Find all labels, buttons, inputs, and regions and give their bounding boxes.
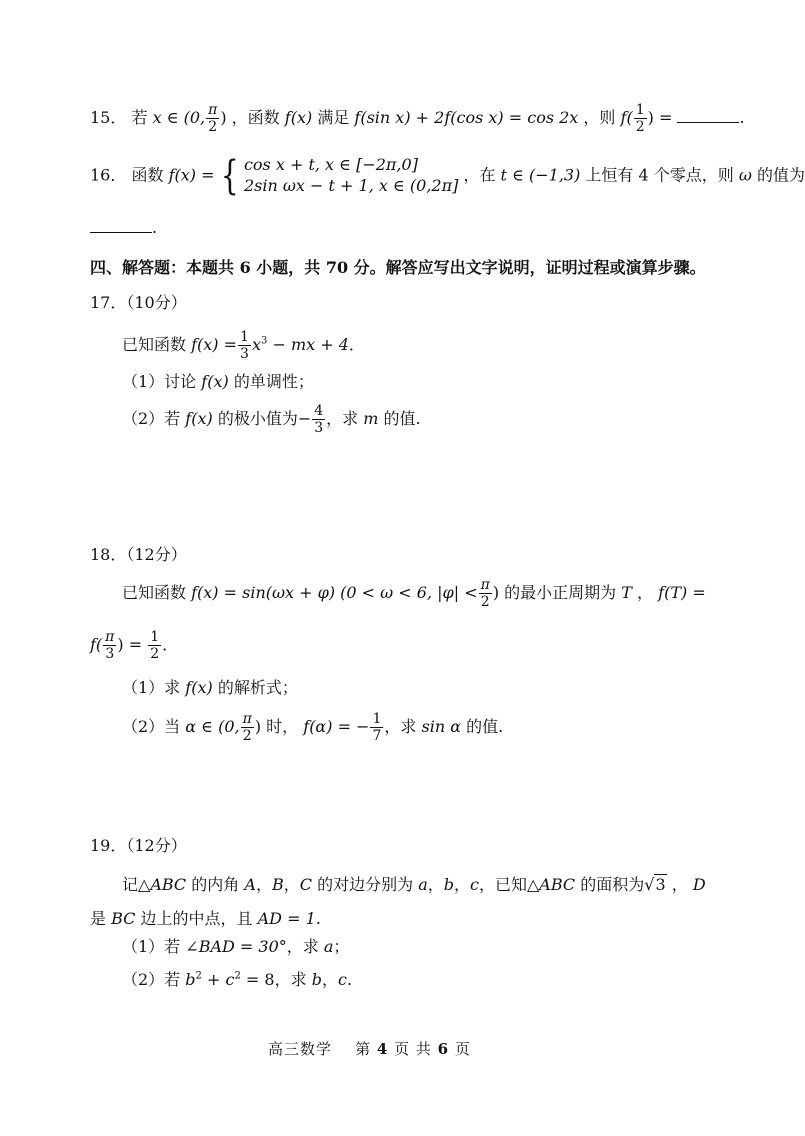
footer-subject: 高三数学 bbox=[268, 1040, 333, 1058]
question-number: 16． bbox=[90, 165, 127, 185]
fraction: $\frac{\pi}{3}$ bbox=[105, 629, 115, 662]
question-19-stem-cont: 是 BC 边上的中点，且 AD = 1. bbox=[90, 909, 321, 928]
fraction: $\frac{1}{2}$ bbox=[150, 629, 160, 662]
section-header: 四、解答题：本题共 6 小题，共 70 分。解答应写出文字说明，证明过程或演算步骤。 bbox=[90, 258, 706, 277]
left-brace: { bbox=[220, 152, 239, 199]
total-page-number: 6 bbox=[437, 1040, 450, 1058]
question-17-part-2: （2）若 f(x) 的极小值为− $\frac{4}{3}$ ，求 m 的值. bbox=[122, 403, 421, 436]
question-19-part-2: （2）若 $b^2 + c^2 = 8$，求 b，c. bbox=[122, 970, 353, 989]
fraction: $\frac{4}{3}$ bbox=[314, 403, 324, 436]
fraction: $\frac{1}{3}$ bbox=[240, 329, 249, 362]
page-footer: 高三数学 第 4 页 共 6 页 bbox=[268, 1040, 471, 1058]
question-18-part-1: （1）求 f(x) 的解析式； bbox=[122, 678, 298, 697]
question-18-header: 18．（12分） bbox=[90, 545, 187, 564]
answer-blank bbox=[677, 122, 739, 123]
question-15: 15． 若 x ∈ (0, $\frac{\pi}{2}$ ) ，函数 f(x) 满足 f(sin x) + 2f(cos x) = cos 2x ，则 f( $\frac{1}{2}$ ) = . bbox=[90, 102, 745, 135]
fraction: $\frac{1}{7}$ bbox=[372, 711, 382, 744]
question-19-header: 19．（12分） bbox=[90, 836, 187, 855]
question-17-stem: 已知函数 f(x) = $\frac{1}{3}$ $x^3$ − mx + 4． bbox=[122, 329, 365, 362]
fraction: $\frac{\pi}{2}$ bbox=[480, 577, 490, 610]
question-19-part-1: （1）若 ∠BAD = 30°，求 a； bbox=[122, 937, 350, 956]
question-19-stem: 记△ABC 的内角 A，B，C 的对边分别为 a，b，c，已知△ABC 的面积为√3 ， D bbox=[122, 875, 706, 894]
question-16-blank-line: . bbox=[90, 218, 157, 237]
fraction: $\frac{1}{2}$ bbox=[635, 102, 645, 135]
piecewise-cases: cos x + t, x ∈ [−2π,0] 2sin ωx − t + 1, x ∈ (0,2π] bbox=[243, 155, 459, 195]
fraction: $\frac{\pi}{2}$ bbox=[208, 102, 218, 135]
current-page-number: 4 bbox=[376, 1040, 389, 1058]
question-17-part-1: （1）讨论 f(x) 的单调性； bbox=[122, 372, 314, 391]
fraction: $\frac{\pi}{2}$ bbox=[242, 711, 252, 744]
question-18-stem-cont: f( $\frac{\pi}{3}$ ) = $\frac{1}{2}$ ． bbox=[90, 629, 179, 662]
answer-blank bbox=[90, 232, 152, 233]
question-18-stem: 已知函数 f(x) = sin(ωx + φ) (0 < ω < 6, |φ| < $\frac{\pi}{2}$ ) 的最小正周期为 T ， f(T) = bbox=[122, 577, 706, 610]
question-number: 15． bbox=[90, 108, 127, 127]
question-16: 16． 函数 f(x) = { cos x + t, x ∈ [−2π,0] 2sin ωx − t + 1, x ∈ (0,2π] ，在 t ∈ (−1,3) 上恒有 4 个零点，则 ω 的值为 bbox=[90, 152, 805, 199]
square-root: √3 bbox=[644, 875, 666, 894]
question-18-part-2: （2）当 α ∈ (0, $\frac{\pi}{2}$ ) 时， f(α) = − $\frac{1}{7}$ ，求 sin α 的值. bbox=[122, 711, 504, 744]
question-17-header: 17．（10分） bbox=[90, 293, 187, 312]
